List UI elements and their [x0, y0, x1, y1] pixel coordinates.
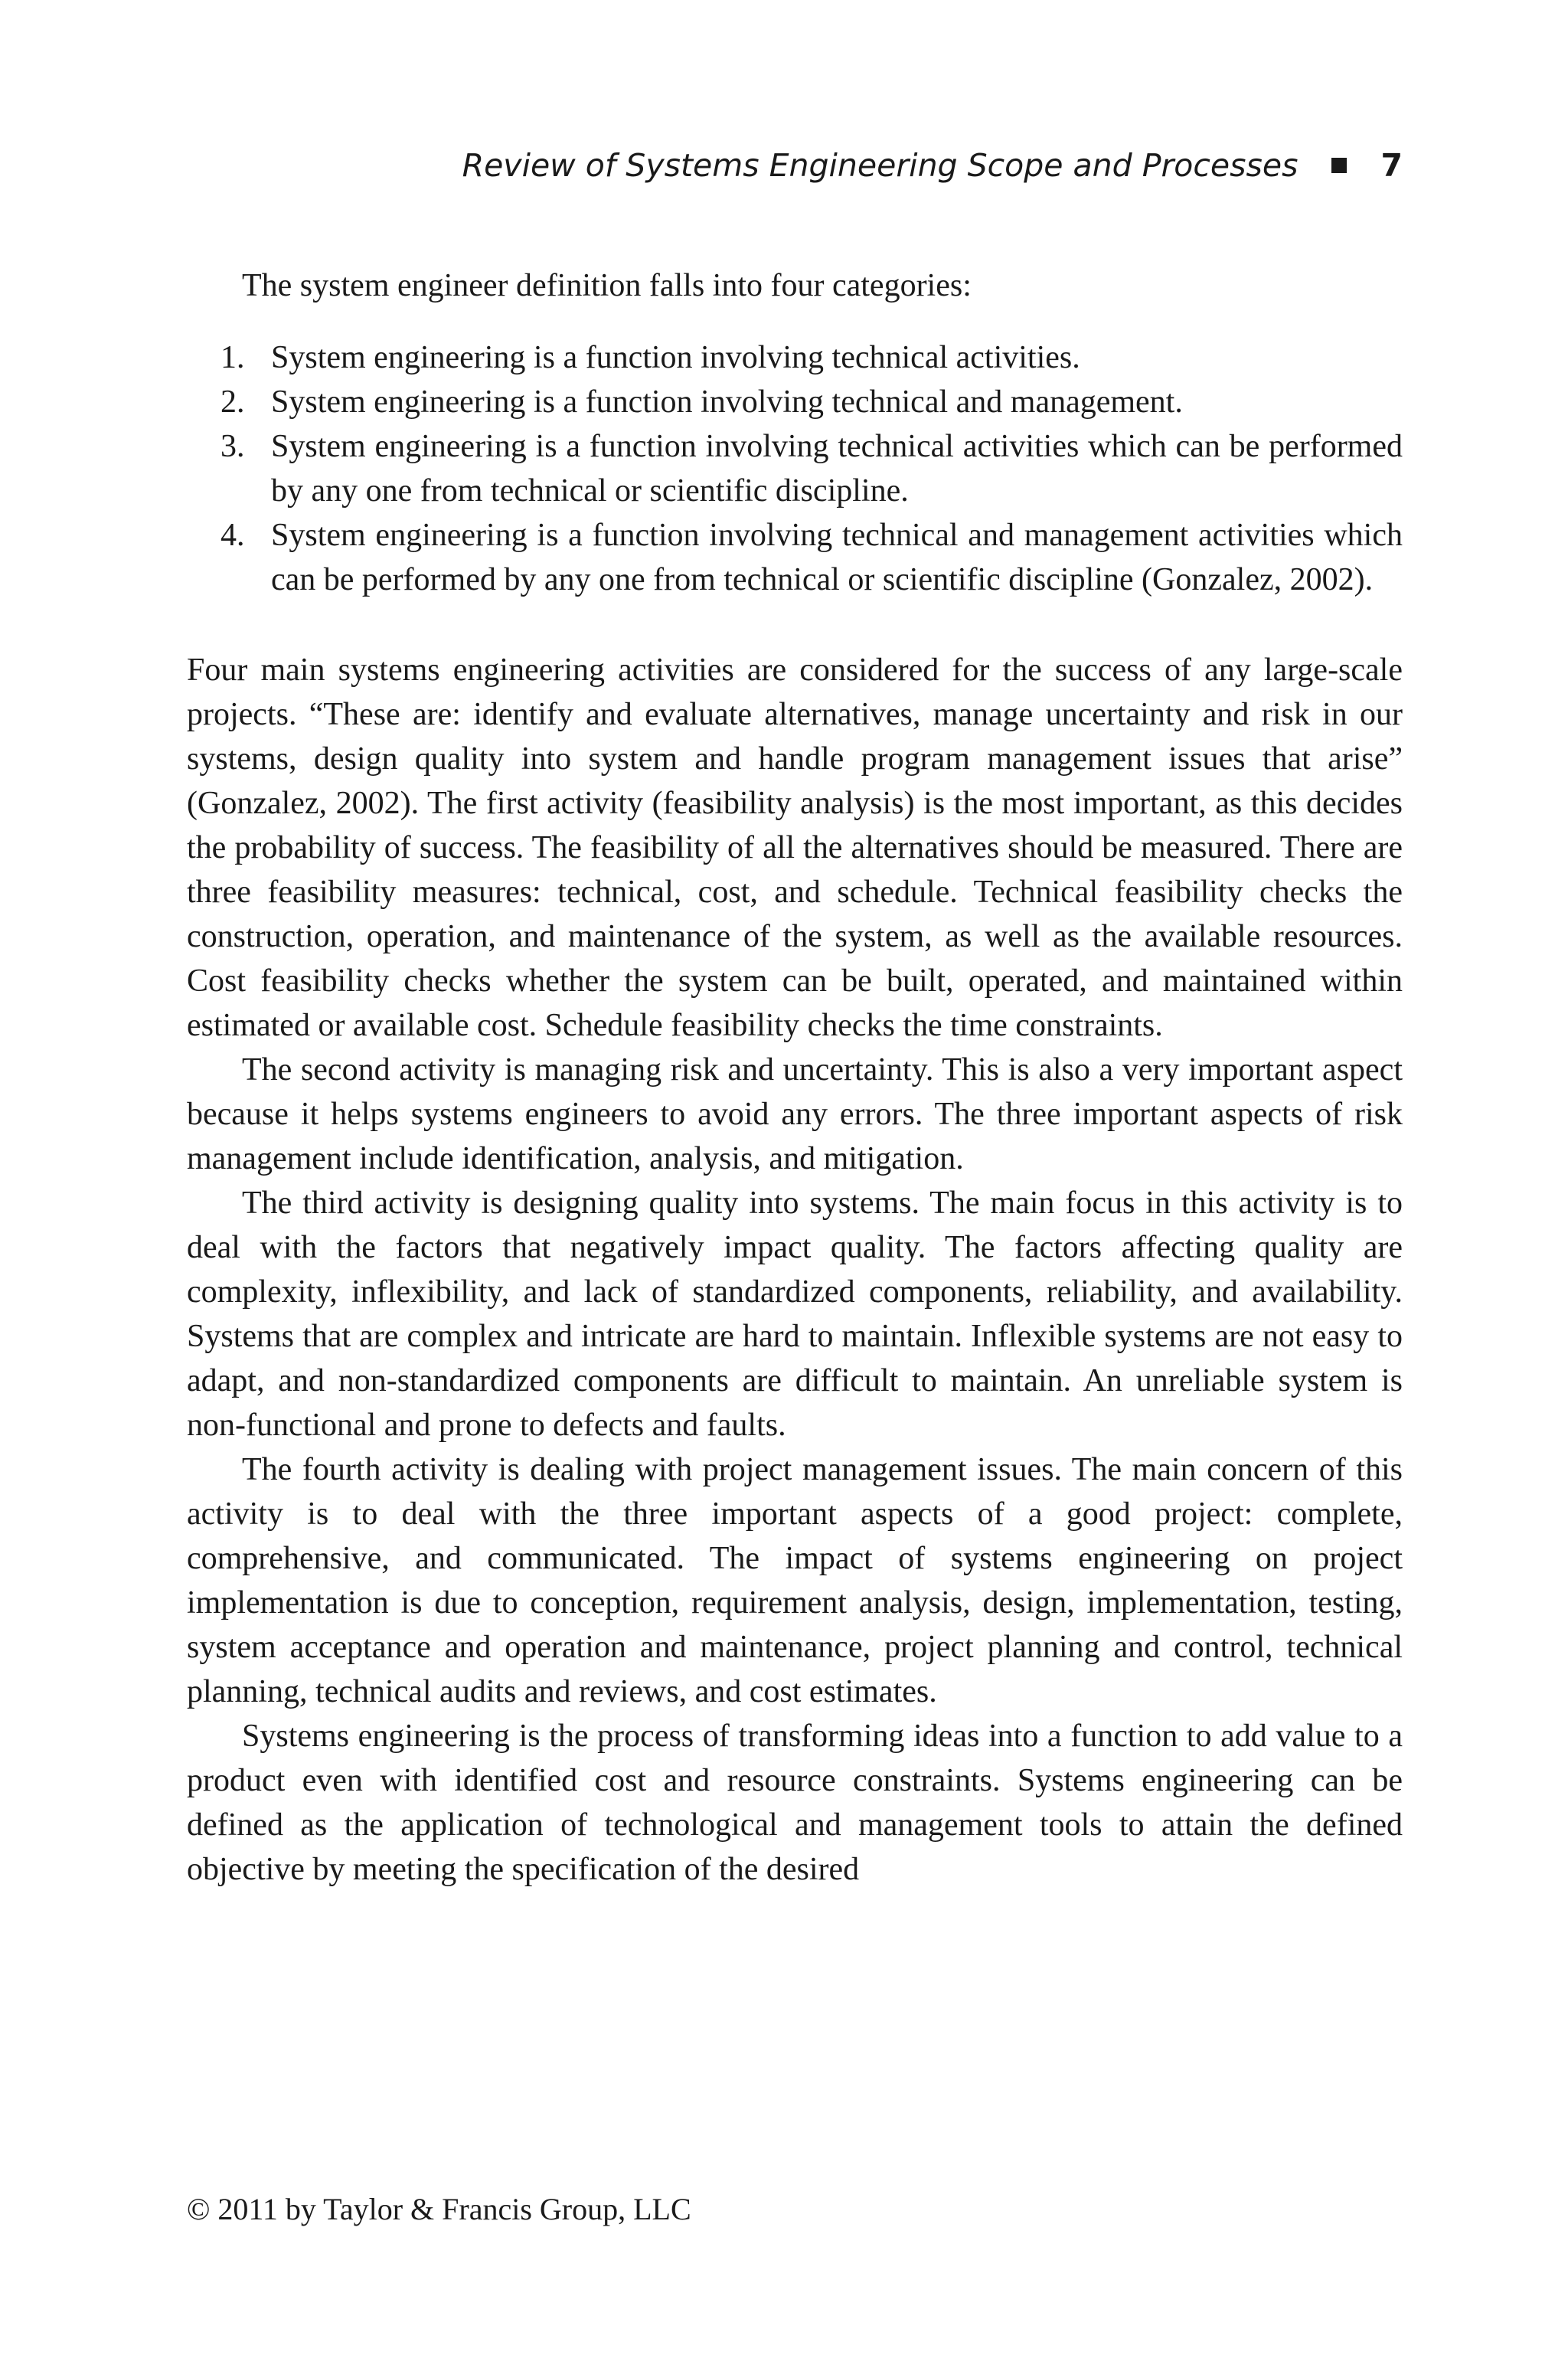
list-item-number: 3.	[220, 429, 245, 464]
running-head	[187, 142, 1403, 188]
list-item-number: 1.	[220, 340, 245, 375]
square-bullet-icon	[1331, 158, 1347, 173]
list-item-text: System engineering is a function involving technical and management.	[271, 384, 1183, 420]
paragraph-activities-overview: Four main systems engineering activities are considered for the success of any large-scale projects. “These are: identify and evaluate alternatives, manage uncertainty and risk in our systems, design quality into system and handle program management issues that arise” (Gonzalez, 2002). The first activity (feasibility analysis) is the most important, as this decides the probability of success. The feasibility of all the alternatives should be measured. There are three feasibility measures: technical, cost, and schedule. Technical feasibility checks the construction, operation, and maintenance of the system, as well as the available resources. Cost feasibility checks whether the system can be built, operated, and maintained within estimated or available cost. Schedule feasibility checks the time constraints.	[187, 653, 1403, 1043]
paragraph-definition: Systems engineering is the process of transforming ideas into a function to add value to a product even with identified cost and resource constraints. Systems engineering can be defined as the application of technological and management tools to attain the defined objective by meeting the specification of the desired	[187, 1719, 1403, 1887]
running-title: Review of Systems Engineering Scope and Processes	[462, 147, 1298, 184]
list-item	[187, 380, 1403, 424]
paragraph-quality: The third activity is designing quality into systems. The main focus in this activity is to deal with the factors that negatively impact quality. The factors affecting quality are complexity, inflexibility, and lack of standardized components, reliability, and availability. Systems that are complex and intricate are hard to maintain. Inflexible systems are not easy to adapt, and non-standardized components are difficult to maintain. An unreliable system is non-functional and prone to defects and faults.	[187, 1186, 1403, 1443]
list-item-number: 2.	[220, 384, 245, 420]
paragraph-risk: The second activity is managing risk and uncertainty. This is also a very important aspect because it helps systems engineers to avoid any errors. The three important aspects of risk management include identification, analysis, and mitigation.	[187, 1052, 1403, 1176]
paragraph-project-management: The fourth activity is dealing with project management issues. The main concern of this activity is to deal with the three important aspects of a good project: complete, comprehensive, and communicated. The impact of systems engineering on project implementation is due to conception, requirement analysis, design, implementation, testing, system acceptance and operation and maintenance, project planning and control, technical planning, technical audits and reviews, and cost estimates.	[187, 1452, 1403, 1709]
list-item	[187, 335, 1403, 380]
page-body	[187, 263, 1403, 1892]
definition-list	[187, 335, 1403, 602]
list-item	[187, 513, 1403, 602]
list-item-text: System engineering is a function involving technical activities.	[271, 340, 1080, 375]
list-item-text: System engineering is a function involving technical and management activities which can be performed by any one from technical or scientific discipline (Gonzalez, 2002).	[271, 518, 1403, 597]
list-intro: The system engineer definition falls into four categories:	[242, 268, 972, 303]
list-item-number: 4.	[220, 518, 245, 553]
list-item-text: System engineering is a function involving technical activities which can be performed by any one from technical or scientific discipline.	[271, 429, 1403, 509]
page-number: 7	[1380, 147, 1403, 184]
copyright-notice: © 2011 by Taylor & Francis Group, LLC	[187, 2192, 691, 2226]
list-item	[187, 424, 1403, 513]
